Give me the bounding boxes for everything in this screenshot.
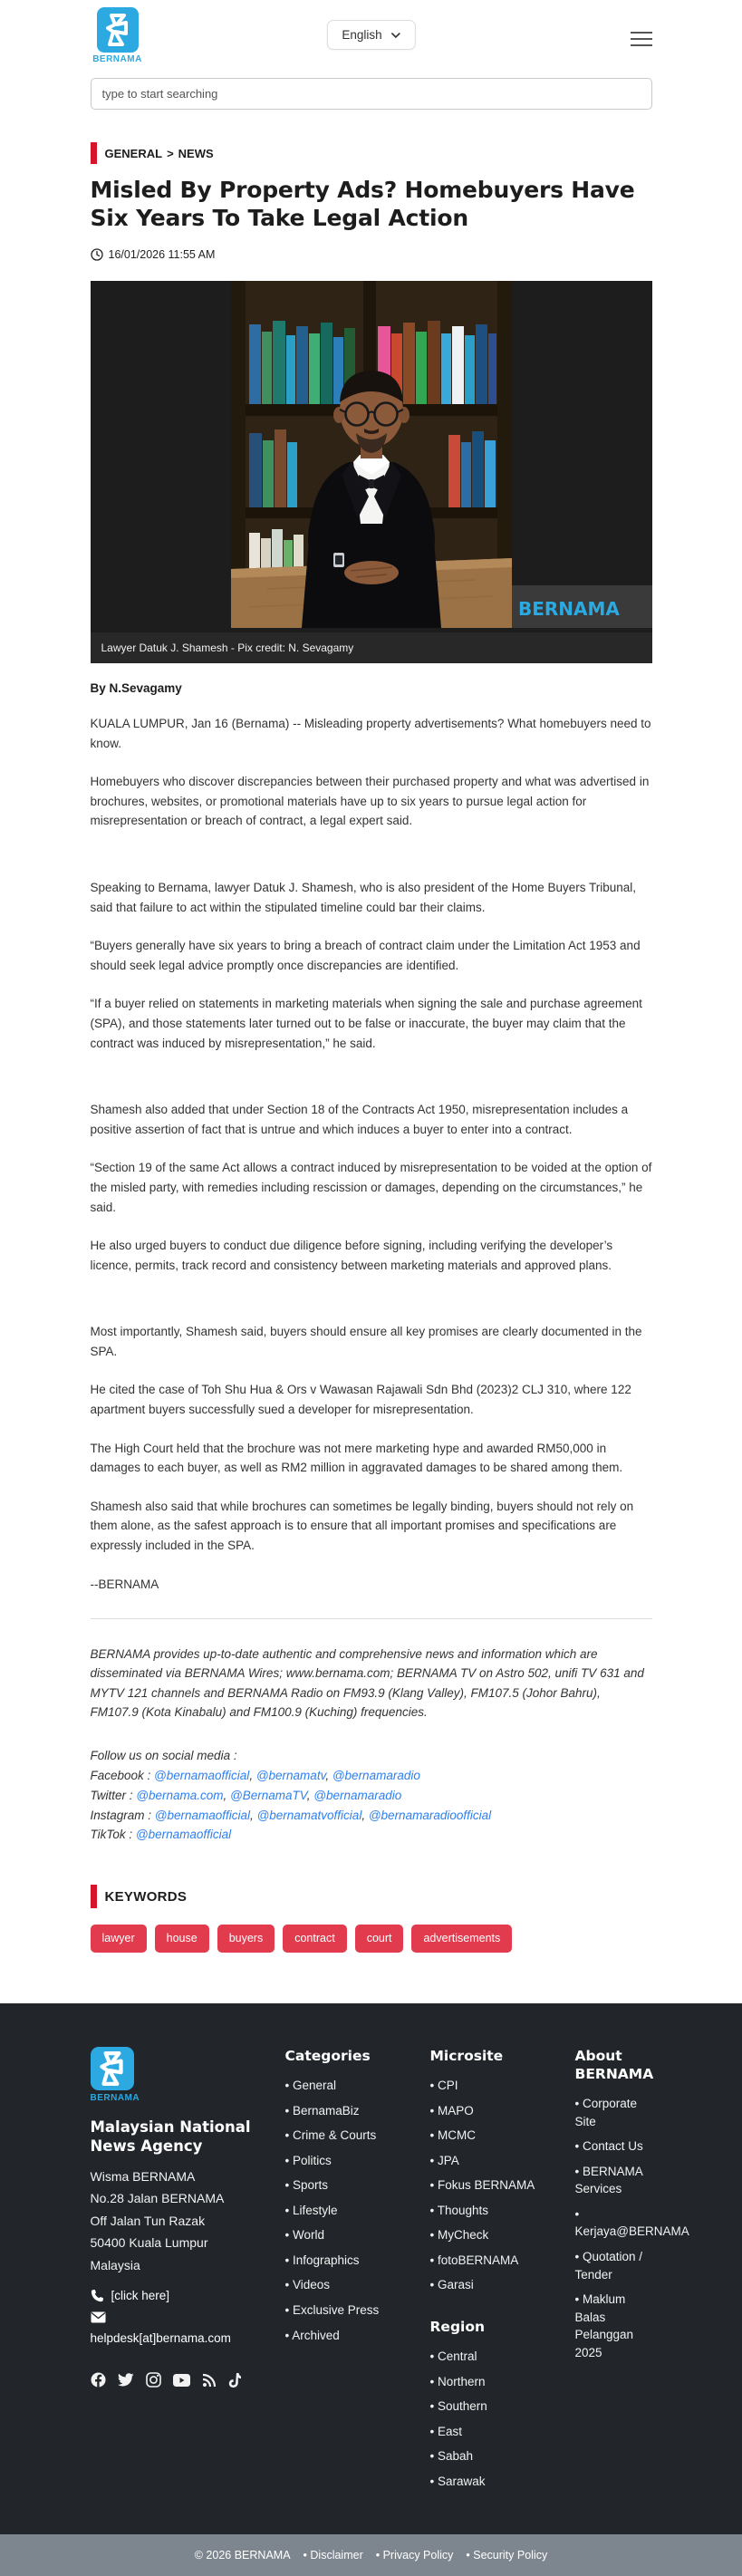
handle-separator: , — [306, 1788, 314, 1802]
facebook-handle-link[interactable]: @bernamaofficial — [154, 1768, 250, 1782]
privacy-policy-link[interactable]: • Privacy Policy — [376, 2549, 454, 2562]
microsite-list — [430, 2077, 575, 2294]
footer-link-region[interactable]: • Northern — [430, 2373, 575, 2391]
paragraph: Homebuyers who discover discrepancies between their purchased property and what was advertised in brochures, websites, or promotional materials have up to six years to pursue legal action for misrepresentation or breach of contract, a legal expert said. — [90, 775, 650, 828]
facebook-handle-link[interactable]: @bernamaradio — [332, 1768, 420, 1782]
bernama-logo[interactable] — [91, 7, 145, 64]
chevron-down-icon — [391, 33, 400, 38]
keyword-tag[interactable]: lawyer — [91, 1925, 147, 1953]
keyword-tag[interactable]: contract — [283, 1925, 346, 1953]
page-title: Misled By Property Ads? Homebuyers Have Six Years To Take Legal Action — [90, 177, 635, 231]
about-list — [574, 2095, 689, 2361]
microsite-heading: Microsite — [429, 2047, 504, 2064]
footer-link-microsite[interactable]: • JPA — [430, 2152, 575, 2170]
agency-name: Malaysian National News Agency — [90, 2118, 251, 2156]
footer-link-category[interactable]: • Politics — [285, 2152, 430, 2170]
image-caption: Lawyer Datuk J. Shamesh - Pix credit: N. Sevagamy — [91, 632, 652, 663]
address-line: No.28 Jalan BERNAMA — [90, 2191, 225, 2206]
phone-icon — [91, 2289, 104, 2302]
instagram-handle-link[interactable]: @bernamaradioofficial — [368, 1808, 492, 1822]
footer-link-category[interactable]: • World — [285, 2226, 430, 2244]
region-heading: Region — [429, 2319, 486, 2335]
copyright-text: © 2026 BERNAMA — [194, 2548, 291, 2562]
footer-link-category[interactable]: • Crime & Courts — [285, 2127, 430, 2145]
social-line-facebook — [91, 1766, 652, 1786]
keyword-tag[interactable]: house — [155, 1925, 209, 1953]
footer-microsite-column — [430, 2047, 575, 2498]
keywords-accent-bar — [91, 1885, 97, 1908]
handle-separator: , — [249, 1768, 256, 1782]
language-label: English — [342, 28, 382, 42]
email-link[interactable]: helpdesk[at]bernama.com — [90, 2331, 231, 2346]
social-line-twitter — [91, 1786, 652, 1806]
categories-list — [285, 2077, 430, 2344]
footer-link-microsite[interactable]: • MCMC — [430, 2127, 575, 2145]
language-selector[interactable] — [326, 20, 415, 50]
paragraph: Speaking to Bernama, lawyer Datuk J. Shamesh, who is also president of the Home Buyers Tribunal, said that failure to act within the stipulated timeline could bar their claims. — [90, 880, 637, 914]
footer-logo[interactable] — [91, 2047, 285, 2103]
footer-link-about[interactable]: • Corporate Site — [575, 2095, 652, 2130]
lawyer-photo-illustration — [91, 281, 652, 628]
header — [0, 0, 742, 110]
byline: By N.Sevagamy — [90, 681, 182, 695]
paragraph: “If a buyer relied on statements in marketing materials when signing the sale and purchase agreement (SPA), and those statements later turned out to be false or inaccurate, the buyer may claim that the contract was induced by misrepresentation,” he said. — [90, 997, 642, 1050]
footer-link-region[interactable]: • Central — [430, 2348, 575, 2366]
keywords-section-header — [91, 1885, 652, 1908]
footer-link-region[interactable]: • Sabah — [430, 2447, 575, 2465]
social-intro: Follow us on social media : — [90, 1749, 237, 1762]
footer-categories-column — [285, 2047, 430, 2498]
footer-social-icons — [91, 2372, 285, 2388]
email-icon — [91, 2311, 106, 2323]
paragraph: “Section 19 of the same Act allows a contract induced by misrepresentation to be voided at the option of the misled party, with remedies including rescission or damages, depending on the circumstances,” he said. — [90, 1161, 652, 1214]
footer-link-microsite[interactable]: • MAPO — [430, 2102, 575, 2120]
facebook-handle-link[interactable]: @bernamatv — [255, 1768, 326, 1782]
about-heading: About BERNAMA — [574, 2047, 654, 2082]
tiktok-icon[interactable] — [228, 2373, 241, 2388]
article-main — [91, 142, 652, 1953]
footer-link-microsite[interactable]: • Fokus BERNAMA — [430, 2176, 575, 2195]
logo-wordmark: BERNAMA — [92, 54, 142, 64]
footer-link-microsite[interactable]: • Thoughts — [430, 2202, 575, 2220]
address-line: Off Jalan Tun Razak — [90, 2213, 206, 2228]
footer-link-region[interactable]: • Sarawak — [430, 2473, 575, 2491]
tiktok-label: TikTok : — [90, 1828, 136, 1842]
divider — [91, 1618, 652, 1619]
rss-icon[interactable] — [202, 2373, 217, 2388]
breadcrumb-page[interactable]: NEWS — [178, 146, 214, 160]
footer-logo-wordmark: BERNAMA — [90, 2092, 140, 2103]
bernama-promo-text: BERNAMA provides up-to-date authentic and comprehensive news and information which are disseminated via BERNAMA Wires; www.bernama.com; BERNAMA TV on Astro 502, unifi TV 631 and MYTV 121 channels and BERNAMA Radio on FM93.9 (Klang Valley), FM107.5 (Johor Bahru), FM107.9 (Kota Kinabalu) and FM100.9 (Kuching) frequencies. — [90, 1646, 644, 1720]
footer-link-about[interactable]: • BERNAMA Services — [575, 2163, 652, 2198]
footer-link-category[interactable]: • BernamaBiz — [285, 2102, 430, 2120]
address-line: Malaysia — [90, 2257, 140, 2272]
footer — [0, 2003, 742, 2534]
footer-link-region[interactable]: • East — [430, 2423, 575, 2441]
bottom-bar — [0, 2534, 742, 2576]
footer-link-microsite[interactable]: • CPI — [430, 2077, 575, 2095]
article-timestamp — [91, 248, 652, 261]
paragraph: The High Court held that the brochure was not mere marketing hype and awarded RM50,000 in damages to each buyer, as well as RM2 million in aggravated damages to be shared among them. — [90, 1441, 623, 1475]
footer-link-category[interactable]: • General — [285, 2077, 430, 2095]
handle-separator: , — [250, 1808, 257, 1822]
keywords-heading: KEYWORDS — [104, 1888, 188, 1905]
footer-link-microsite[interactable]: • fotoBERNAMA — [430, 2252, 575, 2270]
categories-heading: Categories — [284, 2047, 371, 2064]
handle-separator: , — [361, 1808, 369, 1822]
instagram-label: Instagram : — [90, 1808, 155, 1822]
phone-row — [91, 2289, 285, 2302]
footer-link-category[interactable]: • Lifestyle — [285, 2202, 430, 2220]
paragraph: “Buyers generally have six years to bring a breach of contract claim under the Limitation Act 1953 and should seek legal advice promptly once discrepancies are identified. — [90, 939, 641, 972]
footer-link-microsite[interactable]: • MyCheck — [430, 2226, 575, 2244]
bernama-watermark: BERNAMA — [517, 598, 620, 620]
region-list — [430, 2348, 575, 2490]
address-line: 50400 Kuala Lumpur — [90, 2235, 208, 2251]
sign-off: --BERNAMA — [90, 1577, 159, 1591]
footer-link-about[interactable]: • Quotation / Tender — [575, 2248, 652, 2283]
social-line-instagram — [91, 1806, 652, 1826]
keyword-tag[interactable]: court — [355, 1925, 404, 1953]
keyword-tags — [91, 1925, 652, 1953]
instagram-handle-link[interactable]: @bernamaofficial — [154, 1808, 251, 1822]
timestamp-text: 16/01/2026 11:55 AM — [108, 248, 216, 261]
footer-link-about[interactable]: • Kerjaya@BERNAMA — [575, 2205, 652, 2241]
handle-separator: , — [325, 1768, 332, 1782]
bernama-logo-icon — [97, 7, 139, 53]
facebook-label: Facebook : — [90, 1768, 155, 1782]
social-line-tiktok — [91, 1825, 652, 1845]
paragraph: Most importantly, Shamesh said, buyers should ensure all key promises are clearly documented in the SPA. — [90, 1325, 642, 1358]
twitter-handle-link[interactable]: @bernama.com — [136, 1788, 224, 1802]
breadcrumb-section[interactable]: GENERAL — [104, 146, 163, 160]
breadcrumb — [91, 142, 652, 164]
instagram-icon[interactable] — [146, 2372, 161, 2388]
footer-link-microsite[interactable]: • Garasi — [430, 2276, 575, 2294]
disclaimer-link[interactable]: • Disclaimer — [304, 2549, 363, 2562]
instagram-handle-link[interactable]: @bernamatvofficial — [256, 1808, 362, 1822]
paragraph: Shamesh also said that while brochures can sometimes be legally binding, buyers should not rely on them alone, as the safest approach is to ensure that all important promises and specifications are expressly included in the SPA. — [90, 1499, 634, 1553]
search-input[interactable] — [91, 78, 652, 110]
article-image — [91, 281, 652, 663]
footer-link-category[interactable]: • Infographics — [285, 2252, 430, 2270]
twitter-label: Twitter : — [90, 1788, 137, 1802]
footer-logo-icon — [91, 2047, 134, 2090]
paragraph: Shamesh also added that under Section 18 of the Contracts Act 1950, misrepresentation includes a positive assertion of fact that is untrue and which induces a buyer to enter into a contract. — [90, 1103, 629, 1136]
tiktok-handle-link[interactable]: @bernamaofficial — [135, 1828, 232, 1842]
agency-address — [91, 2166, 285, 2277]
twitter-icon[interactable] — [118, 2373, 134, 2387]
breadcrumb-accent-bar — [91, 142, 97, 164]
paragraph: He also urged buyers to conduct due diligence before signing, including verifying the developer’s licence, permits, track record and consistency between marketing materials and approved plans. — [90, 1239, 613, 1272]
email-row — [91, 2311, 285, 2345]
article-body — [91, 714, 652, 1591]
bernama-b-glyph — [104, 14, 131, 46]
paragraph: He cited the case of Toh Shu Hua & Ors v Wawasan Rajawali Sdn Bhd (2023)2 CLJ 310, where 122 apartment buyers successfully sued a developer for misrepresentation. — [90, 1383, 631, 1417]
facebook-icon[interactable] — [91, 2372, 106, 2388]
footer-link-region[interactable]: • Southern — [430, 2398, 575, 2416]
twitter-handle-link[interactable]: @BernamaTV — [230, 1788, 307, 1802]
security-policy-link[interactable]: • Security Policy — [466, 2549, 547, 2562]
keyword-tag[interactable]: advertisements — [411, 1925, 512, 1953]
breadcrumb-separator: > — [167, 146, 174, 160]
paragraph: KUALA LUMPUR, Jan 16 (Bernama) -- Misleading property advertisements? What homebuyers need to know. — [90, 717, 651, 750]
clock-icon — [91, 248, 103, 261]
footer-link-category[interactable]: • Archived — [285, 2327, 430, 2345]
footer-about-column — [574, 2047, 689, 2498]
footer-agency-column — [91, 2047, 285, 2498]
footer-link-category[interactable]: • Sports — [285, 2176, 430, 2195]
footer-link-category[interactable]: • Videos — [285, 2276, 430, 2294]
bernama-b-glyph — [98, 2051, 127, 2086]
youtube-icon[interactable] — [173, 2374, 190, 2387]
keyword-tag[interactable]: buyers — [217, 1925, 275, 1953]
social-links-block — [91, 1746, 652, 1845]
footer-link-about[interactable]: • Maklum Balas Pelanggan 2025 — [575, 2291, 652, 2361]
phone-link[interactable]: [click here] — [111, 2289, 170, 2303]
menu-button[interactable] — [631, 27, 652, 51]
footer-link-category[interactable]: • Exclusive Press — [285, 2301, 430, 2320]
twitter-handle-link[interactable]: @bernamaradio — [313, 1788, 402, 1802]
handle-separator: , — [223, 1788, 231, 1802]
address-line: Wisma BERNAMA — [90, 2168, 196, 2184]
footer-link-about[interactable]: • Contact Us — [575, 2137, 652, 2156]
